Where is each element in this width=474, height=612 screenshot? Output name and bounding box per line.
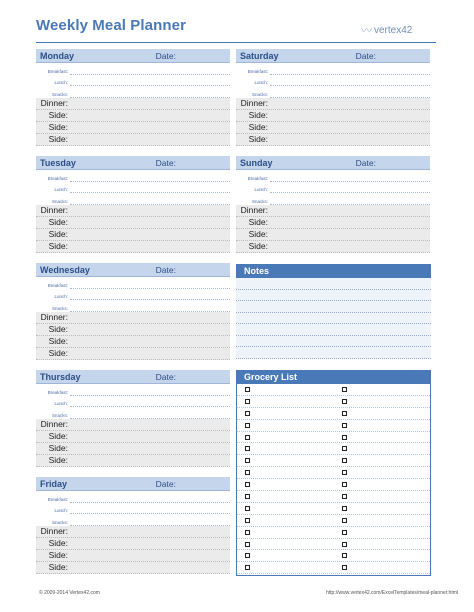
notes-line[interactable] [236, 301, 431, 313]
checkbox-icon[interactable] [245, 494, 250, 499]
date-label: Date: [155, 478, 176, 489]
day-name: Sunday [240, 157, 273, 168]
checkbox-icon[interactable] [342, 435, 347, 440]
snacks-row [36, 514, 230, 526]
checkbox-icon[interactable] [342, 399, 347, 404]
day-header [36, 49, 230, 63]
day-header [36, 156, 230, 170]
grocery-row [237, 539, 430, 551]
side-label: Side: [48, 229, 68, 239]
day-header [236, 49, 430, 63]
grocery-row [237, 443, 430, 455]
side-label: Side: [48, 348, 68, 358]
day-name: Thursday [40, 371, 81, 382]
side-entry-field[interactable] [70, 324, 230, 335]
dinner-row [36, 205, 230, 217]
grocery-item[interactable] [237, 470, 334, 475]
breakfast-label: Breakfast: [47, 175, 68, 181]
notes-line[interactable] [236, 278, 431, 290]
grocery-item[interactable] [237, 553, 334, 558]
dinner-row [36, 419, 230, 431]
snacks-label: Snacks: [51, 519, 68, 525]
side-label: Side: [248, 110, 268, 120]
side-row [36, 110, 230, 122]
snacks-entry-field[interactable] [70, 513, 230, 526]
side-row [36, 134, 230, 146]
side-entry-field[interactable] [70, 455, 230, 466]
snacks-entry-field[interactable] [270, 85, 430, 98]
side-entry-field[interactable] [70, 122, 230, 133]
vertex42-logo-text: vertex42 [374, 24, 413, 36]
dinner-label: Dinner: [40, 98, 68, 108]
snacks-row [236, 86, 430, 98]
dinner-row [36, 526, 230, 538]
snacks-label: Snacks: [251, 91, 268, 97]
side-entry-field[interactable] [70, 348, 230, 359]
checkbox-icon[interactable] [245, 518, 250, 523]
checkbox-icon[interactable] [245, 411, 250, 416]
grocery-item[interactable] [334, 411, 431, 416]
checkbox-icon[interactable] [245, 530, 250, 535]
side-entry-field[interactable] [270, 241, 430, 252]
grocery-item[interactable] [237, 494, 334, 499]
breakfast-label: Breakfast: [247, 175, 268, 181]
side-label: Side: [48, 241, 68, 251]
snacks-entry-field[interactable] [70, 406, 230, 419]
side-row [36, 229, 230, 241]
checkbox-icon[interactable] [245, 435, 250, 440]
side-label: Side: [48, 443, 68, 453]
checkbox-icon[interactable] [245, 458, 250, 463]
snacks-row [36, 300, 230, 312]
lunch-label: Lunch: [254, 80, 268, 85]
side-label: Side: [248, 217, 268, 227]
day-block-thursday [36, 370, 230, 467]
grocery-item[interactable] [334, 446, 431, 451]
grocery-row [237, 396, 430, 408]
checkbox-icon[interactable] [342, 565, 347, 570]
side-entry-field[interactable] [270, 217, 430, 228]
side-label: Side: [248, 241, 268, 251]
grocery-list-header: Grocery List [236, 370, 431, 384]
snacks-entry-field[interactable] [70, 299, 230, 312]
day-block-wednesday [36, 263, 230, 360]
grocery-row [237, 408, 430, 420]
notes-box [236, 264, 431, 364]
dinner-entry-field[interactable] [70, 419, 230, 430]
grocery-item[interactable] [237, 565, 334, 570]
grocery-item[interactable] [334, 435, 431, 440]
footer-copyright: © 2009-2014 Vertex42.com [39, 590, 100, 596]
checkbox-icon[interactable] [342, 494, 347, 499]
checkbox-icon[interactable] [342, 482, 347, 487]
side-entry-field[interactable] [70, 550, 230, 561]
checkbox-icon[interactable] [245, 542, 250, 547]
day-name: Friday [40, 478, 68, 489]
day-name: Wednesday [40, 264, 90, 275]
grocery-list-box [236, 370, 431, 576]
grocery-list-rows [237, 384, 430, 574]
snacks-label: Snacks: [251, 198, 268, 204]
date-label: Date: [155, 157, 176, 168]
notes-lines[interactable] [236, 278, 431, 359]
checkbox-icon[interactable] [342, 506, 347, 511]
dinner-entry-field[interactable] [70, 526, 230, 537]
day-block-saturday [236, 49, 430, 146]
grocery-item[interactable] [237, 506, 334, 511]
grocery-item[interactable] [334, 423, 431, 428]
vertex42-logo [361, 22, 412, 38]
grocery-row [237, 420, 430, 432]
grocery-item[interactable] [237, 423, 334, 428]
side-entry-field[interactable] [70, 443, 230, 454]
side-row [36, 562, 230, 574]
side-row [236, 110, 430, 122]
side-row [36, 538, 230, 550]
grocery-item[interactable] [334, 387, 431, 392]
side-label: Side: [48, 122, 68, 132]
snacks-label: Snacks: [51, 198, 68, 204]
checkbox-icon[interactable] [245, 506, 250, 511]
grocery-row [237, 515, 430, 527]
side-row [236, 122, 430, 134]
breakfast-label: Breakfast: [47, 68, 68, 74]
grocery-row [237, 491, 430, 503]
dinner-label: Dinner: [240, 98, 268, 108]
breakfast-label: Breakfast: [247, 68, 268, 74]
date-label: Date: [355, 50, 376, 61]
dinner-row [236, 205, 430, 217]
grocery-row [237, 562, 430, 574]
side-label: Side: [48, 562, 68, 572]
page-title: Weekly Meal Planner [36, 17, 187, 34]
side-row [36, 324, 230, 336]
dinner-label: Dinner: [40, 526, 68, 536]
checkbox-icon[interactable] [245, 399, 250, 404]
side-label: Side: [248, 122, 268, 132]
side-row [36, 241, 230, 253]
grocery-item[interactable] [237, 446, 334, 451]
dinner-label: Dinner: [240, 205, 268, 215]
dinner-label: Dinner: [40, 312, 68, 322]
side-entry-field[interactable] [70, 336, 230, 347]
snacks-row [36, 86, 230, 98]
side-label: Side: [248, 134, 268, 144]
dinner-entry-field[interactable] [270, 205, 430, 216]
footer-url[interactable]: http://www.vertex42.com/ExcelTemplates/meal-planner.html [326, 590, 458, 596]
grocery-item[interactable] [334, 542, 431, 547]
notes-line[interactable] [236, 290, 431, 302]
side-entry-field[interactable] [70, 241, 230, 252]
checkbox-icon[interactable] [342, 530, 347, 535]
grocery-item[interactable] [334, 494, 431, 499]
checkbox-icon[interactable] [245, 423, 250, 428]
notes-line[interactable] [236, 347, 431, 359]
side-row [236, 241, 430, 253]
grocery-item[interactable] [334, 530, 431, 535]
side-row [36, 348, 230, 360]
lunch-label: Lunch: [54, 187, 68, 192]
checkbox-icon[interactable] [342, 470, 347, 475]
grocery-item[interactable] [334, 399, 431, 404]
day-header [236, 156, 430, 170]
dinner-row [36, 98, 230, 110]
side-entry-field[interactable] [270, 134, 430, 145]
snacks-label: Snacks: [51, 412, 68, 418]
lunch-label: Lunch: [254, 187, 268, 192]
day-block-monday [36, 49, 230, 146]
breakfast-label: Breakfast: [47, 496, 68, 502]
dinner-entry-field[interactable] [70, 98, 230, 109]
day-block-sunday [236, 156, 430, 253]
lunch-label: Lunch: [54, 294, 68, 299]
grocery-row [237, 432, 430, 444]
dinner-entry-field[interactable] [270, 98, 430, 109]
dinner-row [236, 98, 430, 110]
day-block-friday [36, 477, 230, 574]
side-row [236, 134, 430, 146]
snacks-row [36, 193, 230, 205]
side-row [36, 455, 230, 467]
grocery-row [237, 527, 430, 539]
day-header [36, 263, 230, 277]
dinner-label: Dinner: [40, 419, 68, 429]
notes-header: Notes [236, 264, 431, 278]
snacks-entry-field[interactable] [70, 85, 230, 98]
breakfast-label: Breakfast: [47, 389, 68, 395]
grocery-item[interactable] [334, 565, 431, 570]
side-entry-field[interactable] [70, 110, 230, 121]
checkbox-icon[interactable] [342, 446, 347, 451]
checkbox-icon[interactable] [342, 387, 347, 392]
day-name: Tuesday [40, 157, 76, 168]
date-label: Date: [355, 157, 376, 168]
lunch-label: Lunch: [54, 80, 68, 85]
side-entry-field[interactable] [70, 229, 230, 240]
dinner-entry-field[interactable] [70, 205, 230, 216]
side-label: Side: [48, 550, 68, 560]
side-label: Side: [248, 229, 268, 239]
side-entry-field[interactable] [270, 229, 430, 240]
snacks-label: Snacks: [51, 91, 68, 97]
side-label: Side: [48, 538, 68, 548]
grocery-item[interactable] [334, 506, 431, 511]
checkbox-icon[interactable] [342, 542, 347, 547]
grocery-row [237, 467, 430, 479]
grocery-item[interactable] [237, 518, 334, 523]
side-entry-field[interactable] [70, 134, 230, 145]
side-row [236, 217, 430, 229]
checkbox-icon[interactable] [342, 411, 347, 416]
checkbox-icon[interactable] [245, 387, 250, 392]
grocery-item[interactable] [334, 458, 431, 463]
grocery-item[interactable] [237, 482, 334, 487]
date-label: Date: [155, 264, 176, 275]
side-row [36, 443, 230, 455]
checkbox-icon[interactable] [245, 553, 250, 558]
notes-line[interactable] [236, 336, 431, 348]
day-header [36, 477, 230, 491]
side-label: Side: [48, 431, 68, 441]
date-label: Date: [155, 50, 176, 61]
day-block-tuesday [36, 156, 230, 253]
grocery-row [237, 550, 430, 562]
grocery-row [237, 479, 430, 491]
side-row [36, 217, 230, 229]
dinner-label: Dinner: [40, 205, 68, 215]
grocery-item[interactable] [237, 435, 334, 440]
checkbox-icon[interactable] [245, 470, 250, 475]
grocery-item[interactable] [237, 542, 334, 547]
lunch-label: Lunch: [54, 401, 68, 406]
grocery-item[interactable] [334, 470, 431, 475]
snacks-entry-field[interactable] [270, 192, 430, 205]
checkbox-icon[interactable] [342, 423, 347, 428]
side-row [36, 336, 230, 348]
snacks-entry-field[interactable] [70, 192, 230, 205]
side-label: Side: [48, 324, 68, 334]
side-entry-field[interactable] [270, 122, 430, 133]
checkbox-icon[interactable] [342, 518, 347, 523]
checkbox-icon[interactable] [245, 446, 250, 451]
day-name: Saturday [240, 50, 279, 61]
snacks-row [236, 193, 430, 205]
side-row [236, 229, 430, 241]
grocery-item[interactable] [334, 553, 431, 558]
checkbox-icon[interactable] [245, 565, 250, 570]
snacks-label: Snacks: [51, 305, 68, 311]
day-name: Monday [40, 50, 75, 61]
side-label: Side: [48, 217, 68, 227]
grocery-item[interactable] [237, 387, 334, 392]
notes-line[interactable] [236, 324, 431, 336]
grocery-item[interactable] [334, 518, 431, 523]
grocery-item[interactable] [237, 399, 334, 404]
side-label: Side: [48, 336, 68, 346]
side-entry-field[interactable] [70, 217, 230, 228]
day-header [36, 370, 230, 384]
vertex42-logo-mark: 〰 [361, 25, 372, 37]
checkbox-icon[interactable] [245, 482, 250, 487]
date-label: Date: [155, 371, 176, 382]
side-entry-field[interactable] [70, 562, 230, 573]
snacks-row [36, 407, 230, 419]
side-row [36, 122, 230, 134]
grocery-item[interactable] [237, 458, 334, 463]
grocery-row [237, 503, 430, 515]
side-label: Side: [48, 134, 68, 144]
side-entry-field[interactable] [270, 110, 430, 121]
side-row [36, 550, 230, 562]
checkbox-icon[interactable] [342, 553, 347, 558]
dinner-entry-field[interactable] [70, 312, 230, 323]
grocery-row [237, 384, 430, 396]
grocery-item[interactable] [334, 482, 431, 487]
breakfast-label: Breakfast: [47, 282, 68, 288]
side-label: Side: [48, 455, 68, 465]
side-row [36, 431, 230, 443]
title-rule [36, 42, 436, 43]
grocery-row [237, 455, 430, 467]
dinner-row [36, 312, 230, 324]
checkbox-icon[interactable] [342, 458, 347, 463]
side-label: Side: [48, 110, 68, 120]
grocery-item[interactable] [237, 530, 334, 535]
lunch-label: Lunch: [54, 508, 68, 513]
notes-line[interactable] [236, 313, 431, 325]
side-entry-field[interactable] [70, 431, 230, 442]
grocery-item[interactable] [237, 411, 334, 416]
side-entry-field[interactable] [70, 538, 230, 549]
